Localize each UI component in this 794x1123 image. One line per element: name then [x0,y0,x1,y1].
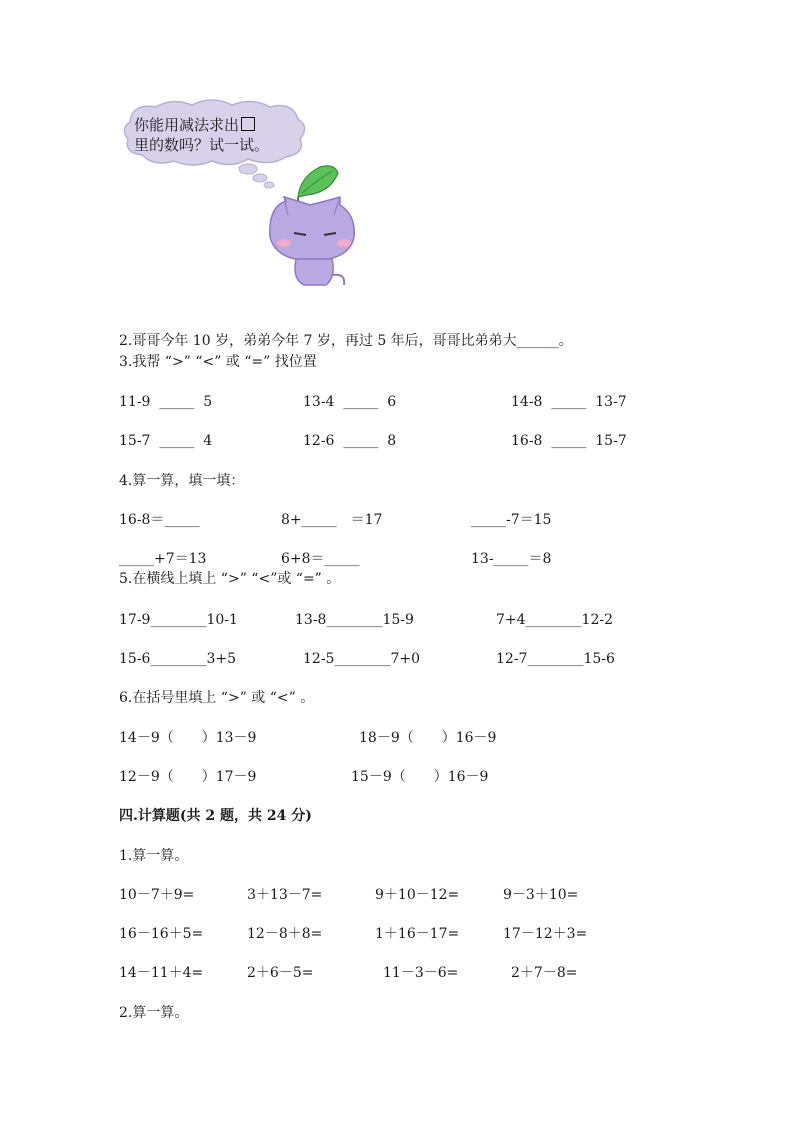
calc-item: 11－3－6= [383,965,459,981]
calc-item: 9＋10－12= [375,887,460,903]
q5-item: 13-8________15-9 [295,612,414,628]
question-3-title: 3.我帮 “>” “<” 或 “=” 找位置 [119,354,317,370]
q3-item: 14-8 _____ 13-7 [511,394,627,410]
cat-illustration [120,97,362,290]
cat-icon [270,197,354,285]
calc-item: 16－16＋5= [119,926,204,942]
question-6-title: 6.在括号里填上 “>” 或 “<” 。 [119,690,315,706]
q5-item: 12-7________15-6 [496,651,615,667]
q3-item: 13-4 _____ 6 [303,394,397,410]
q5-item: 17-9________10-1 [119,612,238,628]
empty-box-icon [241,117,255,131]
calc-item: 14－11＋4= [119,965,204,981]
q4-item: 6+8＝_____ [281,551,360,567]
q4-item: 8+_____ ＝17 [281,512,383,528]
calc-item: 10－7＋9= [119,887,195,903]
calc-item: 3＋13－7= [247,887,323,903]
q3-item: 15-7 _____ 4 [119,433,213,449]
q3-item: 11-9 _____ 5 [119,394,213,410]
q4-item: 13-_____＝8 [471,551,552,567]
calc-item: 9－3＋10= [503,887,579,903]
q5-item: 12-5________7+0 [303,651,420,667]
q5-item: 7+4________12-2 [496,612,613,628]
calc-question-2-title: 2.算一算。 [119,1005,189,1021]
q4-item: _____-7＝15 [471,512,552,528]
q6-item: 12－9（ ）17－9 [119,769,257,785]
calc-question-1-title: 1.算一算。 [119,848,189,864]
calc-item: 2＋7－8= [511,965,578,981]
q3-item: 12-6 _____ 8 [303,433,397,449]
q6-item: 14－9（ ）13－9 [119,730,257,746]
question-2: 2.哥哥今年 10 岁，弟弟今年 7 岁，再过 5 年后，哥哥比弟弟大______。 [119,333,573,349]
calc-item: 12－8＋8= [247,926,323,942]
q6-item: 15－9（ ）16－9 [351,769,489,785]
calc-item: 1＋16－17= [375,926,460,942]
bubble-line-2: 里的数吗？试一试。 [134,136,270,154]
q3-item: 16-8 _____ 15-7 [511,433,627,449]
section-heading: 四.计算题(共 2 题，共 24 分) [119,808,312,824]
q6-item: 18－9（ ）16－9 [359,730,497,746]
bubble-line-1: 你能用减法求出 [134,115,255,135]
calc-item: 17－12＋3= [503,926,588,942]
question-5-title: 5.在横线上填上 “>” “<”或 “=” 。 [119,571,341,587]
question-4-title: 4.算一算，填一填： [119,473,245,489]
q4-item: _____+7＝13 [119,551,207,567]
calc-item: 2＋6－5= [247,965,314,981]
q5-item: 15-6________3+5 [119,651,236,667]
q4-item: 16-8＝_____ [119,512,200,528]
